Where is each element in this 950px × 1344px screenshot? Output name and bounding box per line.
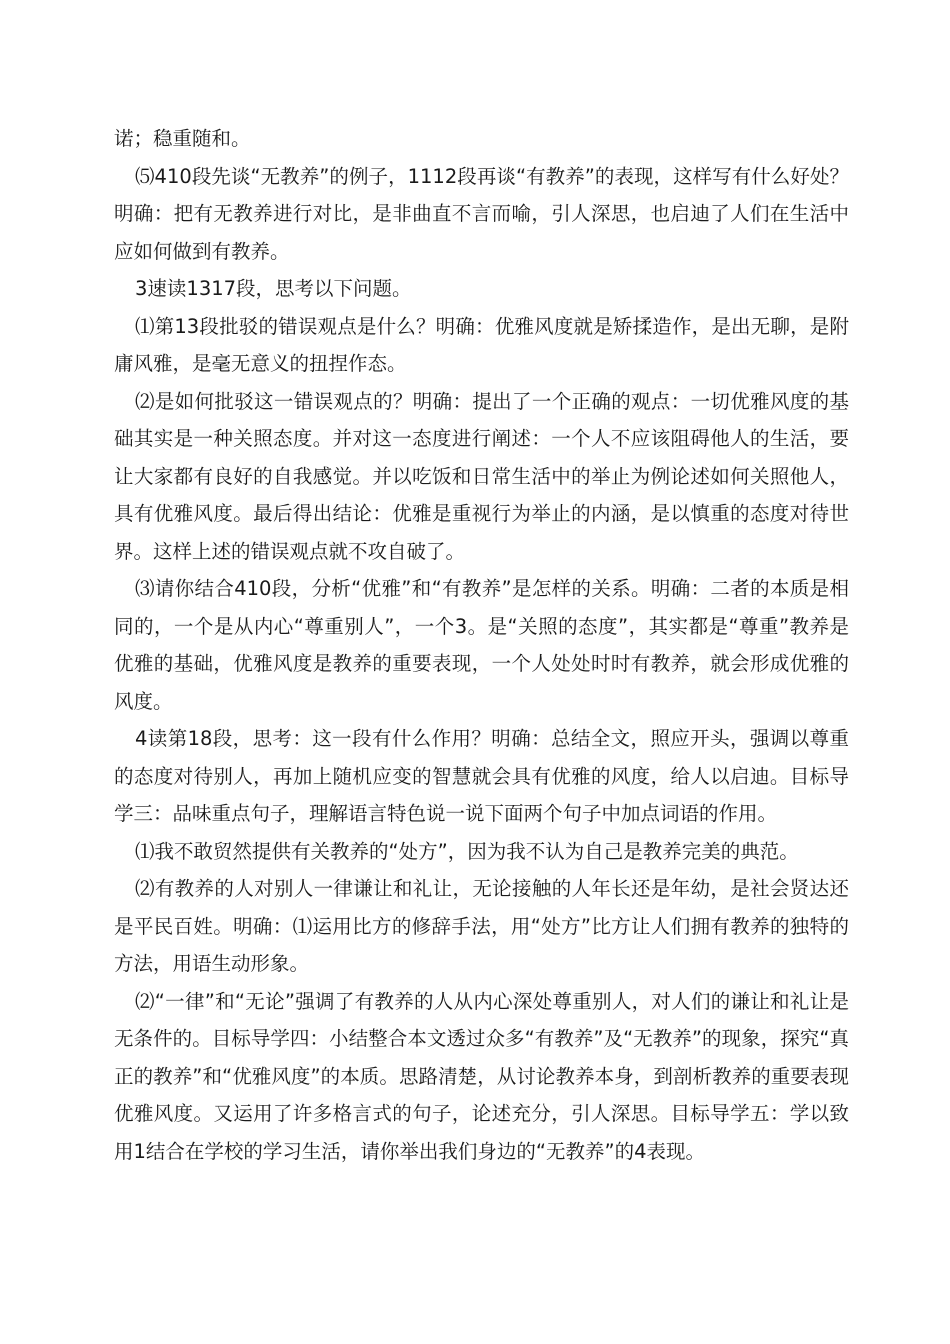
paragraph-summary: ⑵“一律”和“无论”强调了有教养的人从内心深处尊重别人，对人们的谦让和礼让是无条件的。目标导学四：小结整合本文透过众多“有教养”及“无教养”的现象，探究“真正的教养”和“优雅风度”的本质。思路清楚，从讨论教养本身，到剖析教养的重要表现优雅风度。又运用了许多格言式的句子，论述充分，引人深思。目标导学五：学以致用1结合在学校的学习生活，请你举出我们身边的“无教养”的4表现。 bbox=[114, 989, 849, 1163]
paragraph-task-4: 4读第18段，思考：这一段有什么作用？明确：总结全文，照应开头，强调以尊重的态度对待别人，再加上随机应变的智慧就会具有优雅的风度，给人以启迪。目标导学三：品味重点句子，理解语言特色说一说下面两个句子中加点词语的作用。 bbox=[114, 727, 849, 825]
paragraph-question-1: ⑴第13段批驳的错误观点是什么？明确：优雅风度就是矫揉造作，是出无聊，是附庸风雅，是毫无意义的扭捏作态。 bbox=[114, 314, 849, 375]
paragraph-question-2: ⑵是如何批驳这一错误观点的？明确：提出了一个正确的观点：一切优雅风度的基础其实是一种关照态度。并对这一态度进行阐述：一个人不应该阻碍他人的生活，要让大家都有良好的自我感觉。并以吃饭和日常生活中的举止为例论述如何关照他人，具有优雅风度。最后得出结论：优雅是重视行为举止的内涵，是以慎重的态度对待世界。这样上述的错误观点就不攻自破了。 bbox=[114, 389, 849, 563]
paragraph-question-3: ⑶请你结合410段，分析“优雅”和“有教养”是怎样的关系。明确：二者的本质是相同的，一个是从内心“尊重别人”，一个3。是“关照的态度”，其实都是“尊重”教养是优雅的基础，优雅风度是教养的重要表现，一个人处处时时有教养，就会形成优雅的风度。 bbox=[114, 577, 849, 713]
paragraph-sentence-1: ⑴我不敢贸然提供有关教养的“处方”，因为我不认为自己是教养完美的典范。 bbox=[135, 839, 799, 863]
paragraph-sentence-2: ⑵有教养的人对别人一律谦让和礼让，无论接触的人年长还是年幼，是社会贤达还是平民百姓。明确：⑴运用比方的修辞手法，用“处方”比方让人们拥有教养的独特的方法，用语生动形象。 bbox=[114, 877, 849, 975]
paragraph-task-3: 3速读1317段，思考以下问题。 bbox=[135, 277, 412, 300]
paragraph-question-5: ⑸410段先谈“无教养”的例子，1112段再谈“有教养”的表现，这样写有什么好处？明确：把有无教养进行对比，是非曲直不言而喻，引人深思，也启迪了人们在生活中应如何做到有教养。 bbox=[114, 164, 849, 263]
document-body bbox=[114, 120, 849, 1170]
paragraph-continuation: 诺；稳重随和。 bbox=[114, 127, 251, 150]
